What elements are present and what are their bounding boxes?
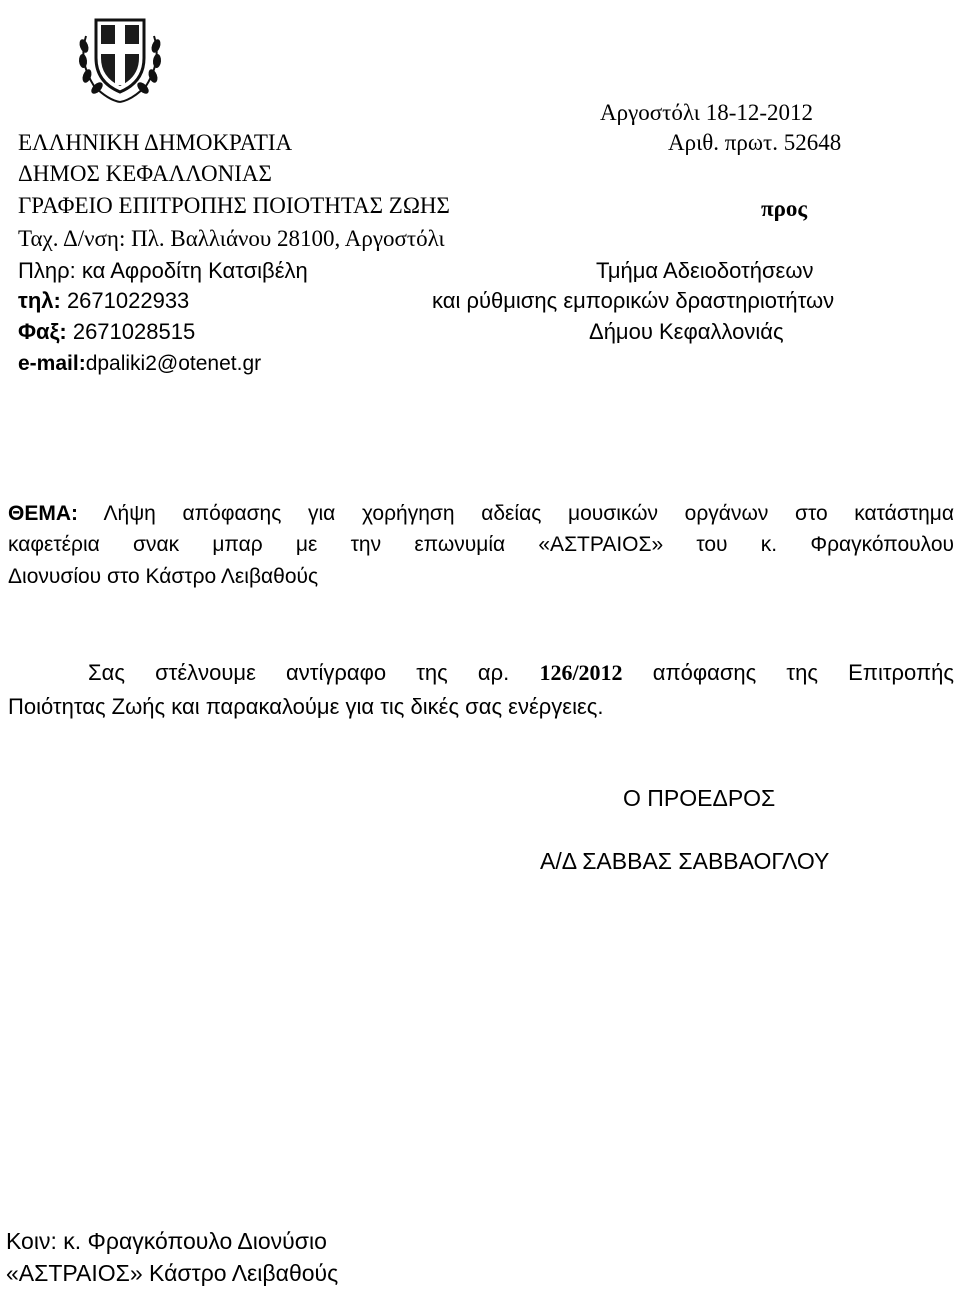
document-date: Αργοστόλι 18-12-2012 [600, 100, 814, 125]
body-line-1 [88, 662, 954, 684]
sender-email [18, 353, 261, 374]
email-value: dpaliki2@otenet.gr [85, 352, 262, 375]
greek-emblem-icon [72, 6, 168, 104]
sender-office: ΓΡΑΦΕΙΟ ΕΠΙΤΡΟΠΗΣ ΠΟΙΟΤΗΤΑΣ ΖΩΗΣ [18, 193, 450, 218]
body-text-a: Σας στέλνουμε αντίγραφο της αρ. [88, 660, 510, 685]
sender-phone [18, 290, 189, 312]
subject-label: ΘΕΜΑ: [8, 502, 78, 525]
sender-municipality: ΔΗΜΟΣ ΚΕΦΑΛΛΟΝΙΑΣ [18, 161, 272, 186]
phone-label: τηλ: [18, 288, 61, 313]
cc-line-2: «ΑΣΤΡΑΙΟΣ» Κάστρο Λειβαθούς [6, 1260, 339, 1286]
sender-fax [18, 321, 195, 343]
recipient-line-2: και ρύθμισης εμπορικών δραστηριοτήτων [432, 288, 835, 313]
protocol-number: Αριθ. πρωτ. 52648 [668, 130, 842, 155]
sender-address: Ταχ. Δ/νση: Πλ. Βαλλιάνου 28100, Αργοστόλι [18, 226, 445, 251]
subject-text-1: Λήψη απόφασης για χορήγηση αδείας μουσικών οργάνων στο κατάστημα [78, 502, 954, 525]
subject-line-1 [8, 503, 954, 524]
sender-contact-person: Πληρ: κα Αφροδίτη Κατσιβέλη [18, 258, 308, 283]
signature-title: Ο ΠΡΟΕΔΡΟΣ [623, 785, 776, 811]
body-text-b: απόφασης της Επιτροπής [652, 660, 954, 685]
recipient-line-1: Τμήμα Αδειοδοτήσεων [596, 258, 814, 283]
sender-country: ΕΛΛΗΝΙΚΗ ΔΗΜΟΚΡΑΤΙΑ [18, 130, 293, 155]
phone-value: 2671022933 [60, 288, 190, 313]
subject-line-3: Διονυσίου στο Κάστρο Λειβαθούς [8, 565, 319, 588]
body-line-2: Ποιότητας Ζωής και παρακαλούμε για τις δικές σας ενέργειες. [8, 694, 604, 719]
recipient-to-label: προς [761, 196, 808, 221]
subject-line-2: καφετέρια σνακ μπαρ με την επωνυμία «ΑΣΤΡΑΙΟΣ» του κ. Φραγκόπουλου [8, 533, 954, 556]
cc-line-1: Κοιν: κ. Φραγκόπουλο Διονύσιο [6, 1228, 327, 1254]
fax-label: Φαξ: [18, 319, 67, 344]
signature-name: Α/Δ ΣΑΒΒΑΣ ΣΑΒΒΑΟΓΛΟΥ [540, 848, 830, 874]
email-label: e-mail: [18, 352, 86, 375]
fax-value: 2671028515 [66, 319, 196, 344]
decision-number: 126/2012 [539, 660, 623, 685]
recipient-line-3: Δήμου Κεφαλλονιάς [589, 319, 784, 344]
